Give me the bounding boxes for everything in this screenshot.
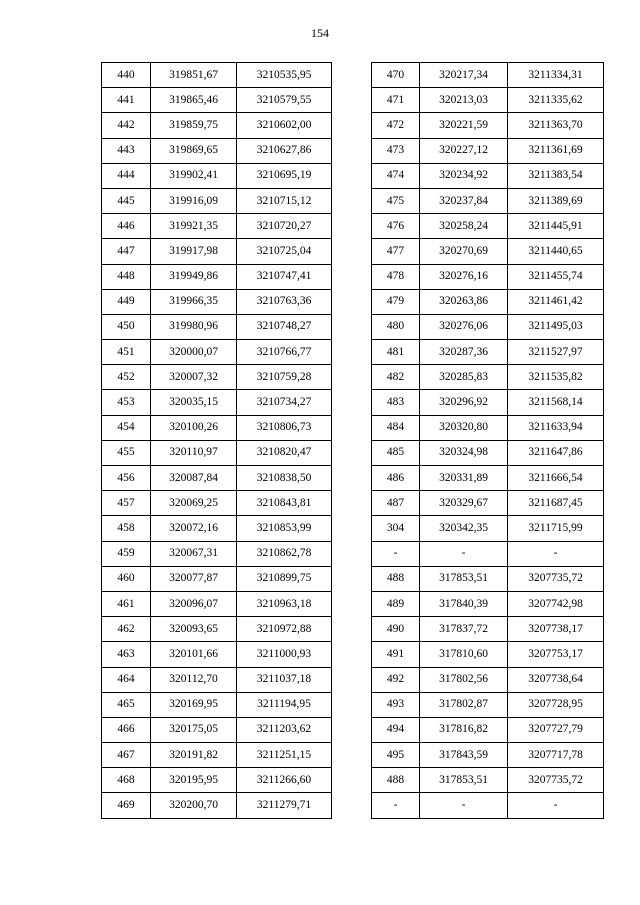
table-row [102,717,332,742]
y-coordinate-cell: 3210720,27 [237,214,332,239]
y-coordinate-cell: 3207738,64 [508,667,604,692]
point-number-cell: 304 [372,516,420,541]
x-coordinate-cell: 317840,39 [420,591,508,616]
x-coordinate-cell: 320221,59 [420,113,508,138]
point-number-cell: 449 [102,289,151,314]
point-number-cell: 476 [372,214,420,239]
table-row [372,365,604,390]
x-coordinate-cell: 319859,75 [151,113,237,138]
y-coordinate-cell: 3210579,55 [237,88,332,113]
point-number-cell: 465 [102,692,151,717]
table-row [372,264,604,289]
x-coordinate-cell: 320000,07 [151,340,237,365]
table-row [372,289,604,314]
table-row [102,188,332,213]
y-coordinate-cell: 3211495,03 [508,314,604,339]
point-number-cell: 455 [102,440,151,465]
y-coordinate-cell: 3211389,69 [508,188,604,213]
table-row [372,440,604,465]
table-row [102,88,332,113]
y-coordinate-cell: 3210899,75 [237,566,332,591]
y-coordinate-cell: 3211000,93 [237,642,332,667]
table-row [372,541,604,566]
y-coordinate-cell: 3211647,86 [508,440,604,465]
table-row [372,415,604,440]
y-coordinate-cell: 3210747,41 [237,264,332,289]
point-number-cell: 488 [372,768,420,793]
point-number-cell: 495 [372,743,420,768]
point-number-cell: 440 [102,63,151,88]
x-coordinate-cell: 319851,67 [151,63,237,88]
table-row [102,138,332,163]
table-row [102,289,332,314]
x-coordinate-cell: 320331,89 [420,466,508,491]
coordinates-table-right [371,62,604,819]
point-number-cell: 441 [102,88,151,113]
x-coordinate-cell: 320320,80 [420,415,508,440]
point-number-cell: 466 [102,717,151,742]
y-coordinate-cell: 3210838,50 [237,466,332,491]
table-row [372,188,604,213]
y-coordinate-cell: 3210806,73 [237,415,332,440]
point-number-cell: 467 [102,743,151,768]
x-coordinate-cell: 317837,72 [420,617,508,642]
y-coordinate-cell: 3210766,77 [237,340,332,365]
y-coordinate-cell: 3210715,12 [237,188,332,213]
y-coordinate-cell: 3210627,86 [237,138,332,163]
y-coordinate-cell: 3211633,94 [508,415,604,440]
x-coordinate-cell: 317853,51 [420,768,508,793]
x-coordinate-cell: 317853,51 [420,566,508,591]
table-row [372,466,604,491]
point-number-cell: - [372,793,420,818]
table-row [372,491,604,516]
x-coordinate-cell: 320072,16 [151,516,237,541]
point-number-cell: 453 [102,390,151,415]
point-number-cell: 470 [372,63,420,88]
x-coordinate-cell: 320342,35 [420,516,508,541]
point-number-cell: 469 [102,793,151,818]
x-coordinate-cell: 320234,92 [420,163,508,188]
table-row [102,768,332,793]
point-number-cell: 489 [372,591,420,616]
x-coordinate-cell: 317802,87 [420,692,508,717]
x-coordinate-cell: 319966,35 [151,289,237,314]
table-row [372,239,604,264]
point-number-cell: 484 [372,415,420,440]
y-coordinate-cell: 3210763,36 [237,289,332,314]
point-number-cell: 486 [372,466,420,491]
point-number-cell: 461 [102,591,151,616]
x-coordinate-cell: 320077,87 [151,566,237,591]
x-coordinate-cell: 320096,07 [151,591,237,616]
point-number-cell: 444 [102,163,151,188]
y-coordinate-cell: 3207717,78 [508,743,604,768]
table-row [372,314,604,339]
table-row [372,617,604,642]
table-row [372,692,604,717]
y-coordinate-cell: 3210963,18 [237,591,332,616]
table-row [102,214,332,239]
point-number-cell: 481 [372,340,420,365]
point-number-cell: 490 [372,617,420,642]
table-row [102,314,332,339]
y-coordinate-cell: 3211266,60 [237,768,332,793]
x-coordinate-cell: 320101,66 [151,642,237,667]
table-row [372,642,604,667]
point-number-cell: 487 [372,491,420,516]
point-number-cell: - [372,541,420,566]
y-coordinate-cell: 3207738,17 [508,617,604,642]
y-coordinate-cell: 3207727,79 [508,717,604,742]
x-coordinate-cell: 317810,60 [420,642,508,667]
x-coordinate-cell: 319865,46 [151,88,237,113]
table-row [102,390,332,415]
y-coordinate-cell: 3211715,99 [508,516,604,541]
table-row [102,516,332,541]
x-coordinate-cell: 320191,82 [151,743,237,768]
x-coordinate-cell: 319869,65 [151,138,237,163]
point-number-cell: 464 [102,667,151,692]
table-row [372,340,604,365]
point-number-cell: 488 [372,566,420,591]
point-number-cell: 472 [372,113,420,138]
table-row [102,667,332,692]
x-coordinate-cell: 320007,32 [151,365,237,390]
point-number-cell: 450 [102,314,151,339]
coordinates-table-left [101,62,332,819]
x-coordinate-cell: 320069,25 [151,491,237,516]
point-number-cell: 456 [102,466,151,491]
table-row [372,717,604,742]
point-number-cell: 482 [372,365,420,390]
x-coordinate-cell: 320110,97 [151,440,237,465]
y-coordinate-cell: 3211334,31 [508,63,604,88]
x-coordinate-cell: 320329,67 [420,491,508,516]
point-number-cell: 458 [102,516,151,541]
point-number-cell: 446 [102,214,151,239]
x-coordinate-cell: 320227,12 [420,138,508,163]
y-coordinate-cell: 3211568,14 [508,390,604,415]
x-coordinate-cell: 320276,16 [420,264,508,289]
x-coordinate-cell: 320087,84 [151,466,237,491]
x-coordinate-cell: 320169,95 [151,692,237,717]
x-coordinate-cell: 320237,84 [420,188,508,213]
y-coordinate-cell: 3210759,28 [237,365,332,390]
point-number-cell: 452 [102,365,151,390]
table-row [372,113,604,138]
x-coordinate-cell: 317802,56 [420,667,508,692]
x-coordinate-cell: 320035,15 [151,390,237,415]
point-number-cell: 448 [102,264,151,289]
point-number-cell: 478 [372,264,420,289]
x-coordinate-cell: 317816,82 [420,717,508,742]
table-row [102,239,332,264]
table-row [102,566,332,591]
table-row [102,63,332,88]
table-row [372,138,604,163]
point-number-cell: 477 [372,239,420,264]
point-number-cell: 451 [102,340,151,365]
y-coordinate-cell: 3210535,95 [237,63,332,88]
y-coordinate-cell: 3211037,18 [237,667,332,692]
point-number-cell: 468 [102,768,151,793]
point-number-cell: 445 [102,188,151,213]
coordinates-table-left-body [102,63,332,819]
table-row [102,264,332,289]
point-number-cell: 480 [372,314,420,339]
y-coordinate-cell: 3210725,04 [237,239,332,264]
y-coordinate-cell: 3211335,62 [508,88,604,113]
table-row [102,440,332,465]
y-coordinate-cell: 3210734,27 [237,390,332,415]
table-row [372,516,604,541]
x-coordinate-cell: 319921,35 [151,214,237,239]
x-coordinate-cell: 319902,41 [151,163,237,188]
table-row [102,365,332,390]
table-row [102,743,332,768]
table-row [102,541,332,566]
point-number-cell: 494 [372,717,420,742]
table-row [372,163,604,188]
x-coordinate-cell: 320112,70 [151,667,237,692]
x-coordinate-cell: 320195,95 [151,768,237,793]
x-coordinate-cell: 320200,70 [151,793,237,818]
y-coordinate-cell: 3207735,72 [508,566,604,591]
point-number-cell: 479 [372,289,420,314]
x-coordinate-cell: 319949,86 [151,264,237,289]
x-coordinate-cell: - [420,793,508,818]
table-row [372,793,604,818]
y-coordinate-cell: 3211251,15 [237,743,332,768]
y-coordinate-cell: 3211687,45 [508,491,604,516]
y-coordinate-cell: 3207753,17 [508,642,604,667]
point-number-cell: 483 [372,390,420,415]
point-number-cell: 471 [372,88,420,113]
y-coordinate-cell: 3207735,72 [508,768,604,793]
y-coordinate-cell: 3211363,70 [508,113,604,138]
point-number-cell: 475 [372,188,420,213]
y-coordinate-cell: 3211461,42 [508,289,604,314]
x-coordinate-cell: 320100,26 [151,415,237,440]
point-number-cell: 442 [102,113,151,138]
y-coordinate-cell: 3211455,74 [508,264,604,289]
y-coordinate-cell: 3211666,54 [508,466,604,491]
table-row [102,113,332,138]
x-coordinate-cell: - [420,541,508,566]
table-row [102,163,332,188]
y-coordinate-cell: 3210820,47 [237,440,332,465]
point-number-cell: 493 [372,692,420,717]
y-coordinate-cell: 3210853,99 [237,516,332,541]
point-number-cell: 443 [102,138,151,163]
point-number-cell: 474 [372,163,420,188]
point-number-cell: 454 [102,415,151,440]
x-coordinate-cell: 320093,65 [151,617,237,642]
x-coordinate-cell: 319917,98 [151,239,237,264]
table-row [372,591,604,616]
table-row [102,793,332,818]
table-row [372,768,604,793]
table-row [372,88,604,113]
y-coordinate-cell: 3211440,65 [508,239,604,264]
table-row [102,617,332,642]
table-row [372,667,604,692]
table-row [372,390,604,415]
table-row [372,566,604,591]
x-coordinate-cell: 320276,06 [420,314,508,339]
table-row [102,415,332,440]
table-row [372,63,604,88]
y-coordinate-cell: 3210972,88 [237,617,332,642]
y-coordinate-cell: 3210843,81 [237,491,332,516]
y-coordinate-cell: 3210602,00 [237,113,332,138]
table-row [372,214,604,239]
point-number-cell: 457 [102,491,151,516]
table-row [102,491,332,516]
table-row [102,466,332,491]
x-coordinate-cell: 320285,83 [420,365,508,390]
point-number-cell: 462 [102,617,151,642]
x-coordinate-cell: 320067,31 [151,541,237,566]
y-coordinate-cell: 3210748,27 [237,314,332,339]
y-coordinate-cell: 3207728,95 [508,692,604,717]
table-row [102,340,332,365]
y-coordinate-cell: 3211383,54 [508,163,604,188]
table-row [102,591,332,616]
point-number-cell: 492 [372,667,420,692]
y-coordinate-cell: 3211361,69 [508,138,604,163]
x-coordinate-cell: 320217,34 [420,63,508,88]
y-coordinate-cell: 3210862,78 [237,541,332,566]
y-coordinate-cell: 3211203,62 [237,717,332,742]
y-coordinate-cell: 3211445,91 [508,214,604,239]
x-coordinate-cell: 320270,69 [420,239,508,264]
page-number: 154 [311,26,329,40]
x-coordinate-cell: 319980,96 [151,314,237,339]
x-coordinate-cell: 320175,05 [151,717,237,742]
point-number-cell: 460 [102,566,151,591]
x-coordinate-cell: 320296,92 [420,390,508,415]
y-coordinate-cell: 3210695,19 [237,163,332,188]
table-row [372,743,604,768]
y-coordinate-cell: 3211279,71 [237,793,332,818]
table-row [102,692,332,717]
coordinates-table-right-body [372,63,604,819]
y-coordinate-cell: 3211535,82 [508,365,604,390]
x-coordinate-cell: 320258,24 [420,214,508,239]
x-coordinate-cell: 320263,86 [420,289,508,314]
table-row [102,642,332,667]
point-number-cell: 491 [372,642,420,667]
y-coordinate-cell: - [508,541,604,566]
y-coordinate-cell: - [508,793,604,818]
x-coordinate-cell: 320213,03 [420,88,508,113]
x-coordinate-cell: 320324,98 [420,440,508,465]
x-coordinate-cell: 319916,09 [151,188,237,213]
y-coordinate-cell: 3211527,97 [508,340,604,365]
point-number-cell: 473 [372,138,420,163]
point-number-cell: 447 [102,239,151,264]
y-coordinate-cell: 3207742,98 [508,591,604,616]
point-number-cell: 485 [372,440,420,465]
point-number-cell: 459 [102,541,151,566]
point-number-cell: 463 [102,642,151,667]
x-coordinate-cell: 320287,36 [420,340,508,365]
x-coordinate-cell: 317843,59 [420,743,508,768]
y-coordinate-cell: 3211194,95 [237,692,332,717]
